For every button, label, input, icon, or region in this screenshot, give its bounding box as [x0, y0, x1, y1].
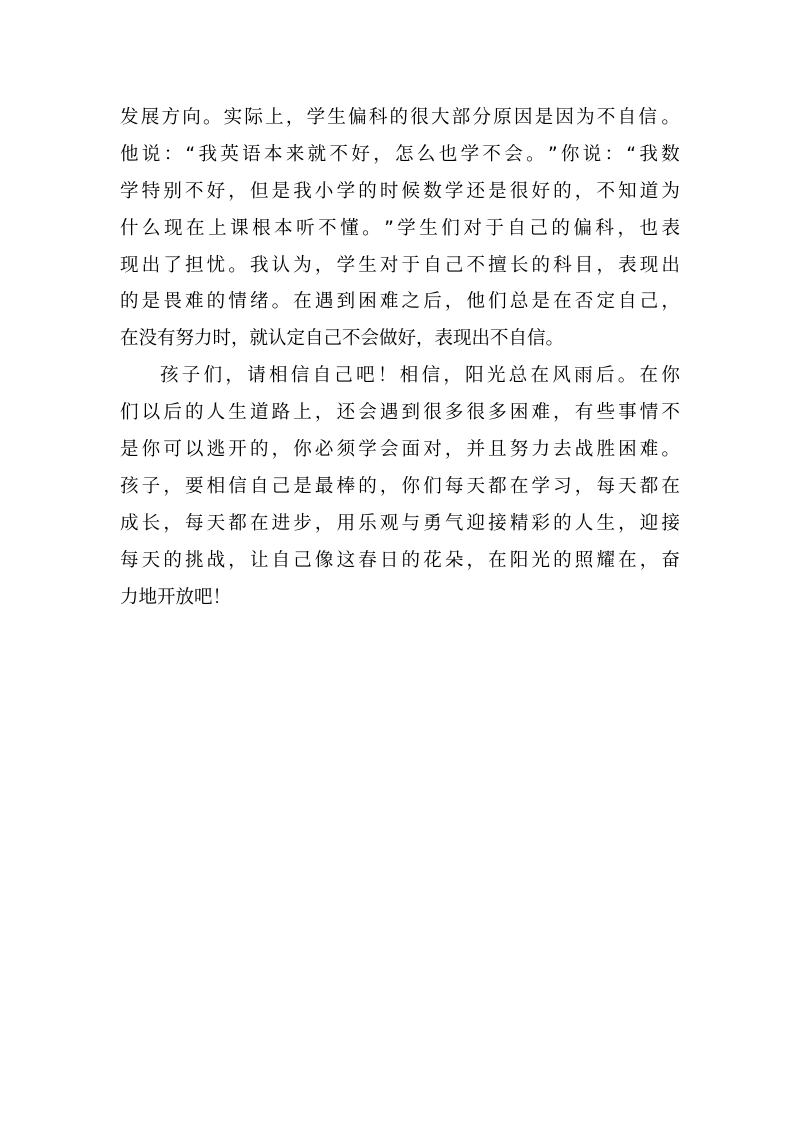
text-line: 们 以 后 的 人 生 道 路 上 ， 还 会 遇 到 很 多 很 多 困 难 ， 有 些 事 情 不: [120, 402, 680, 424]
text-line: 什 么 现 在 上 课 根 本 听 不 懂 。 ” 学 生 们 对 于 自 己 的 偏 科 ， 也 表: [120, 217, 680, 239]
paragraph: [120, 358, 680, 616]
text-line: 在没有努力时，就认定自己不会做好，表现出不自信。: [120, 328, 565, 350]
text-line: 他 说 ： “ 我 英 语 本 来 就 不 好 ， 怎 么 也 学 不 会 。 ” 你 说 ： “ 我 数: [120, 143, 680, 165]
text-line: 是 你 可 以 逃 开 的 ， 你 必 须 学 会 面 对 ， 并 且 努 力 去 战 胜 困 难 。: [120, 439, 680, 461]
body-text: [120, 100, 680, 616]
text-line: 孩 子 们 ， 请 相 信 自 己 吧 ！ 相 信 ， 阳 光 总 在 风 雨 后 。 在 你: [160, 365, 680, 387]
text-line: 孩 子 ， 要 相 信 自 己 是 最 棒 的 ， 你 们 每 天 都 在 学 习 ， 每 天 都 在: [120, 475, 680, 497]
text-line: 力地开放吧！: [120, 586, 232, 608]
text-line: 发 展 方 向 。 实 际 上 ， 学 生 偏 科 的 很 大 部 分 原 因 是 因 为 不 自 信 。: [120, 107, 680, 128]
text-line: 每 天 的 挑 战 ， 让 自 己 像 这 春 日 的 花 朵 ， 在 阳 光 的 照 耀 在 ， 奋: [120, 549, 680, 571]
text-line: 的 是 畏 难 的 情 绪 。 在 遇 到 困 难 之 后 ， 他 们 总 是 在 否 定 自 己 ，: [120, 291, 680, 313]
text-line: 学 特 别 不 好 ， 但 是 我 小 学 的 时 候 数 学 还 是 很 好 的 ， 不 知 道 为: [120, 180, 680, 202]
paragraph: [120, 100, 680, 358]
text-line: 成 长 ， 每 天 都 在 进 步 ， 用 乐 观 与 勇 气 迎 接 精 彩 的 人 生 ， 迎 接: [120, 512, 680, 534]
text-line: 现 出 了 担 忧 。 我 认 为 ， 学 生 对 于 自 己 不 擅 长 的 科 目 ， 表 现 出: [120, 254, 680, 276]
